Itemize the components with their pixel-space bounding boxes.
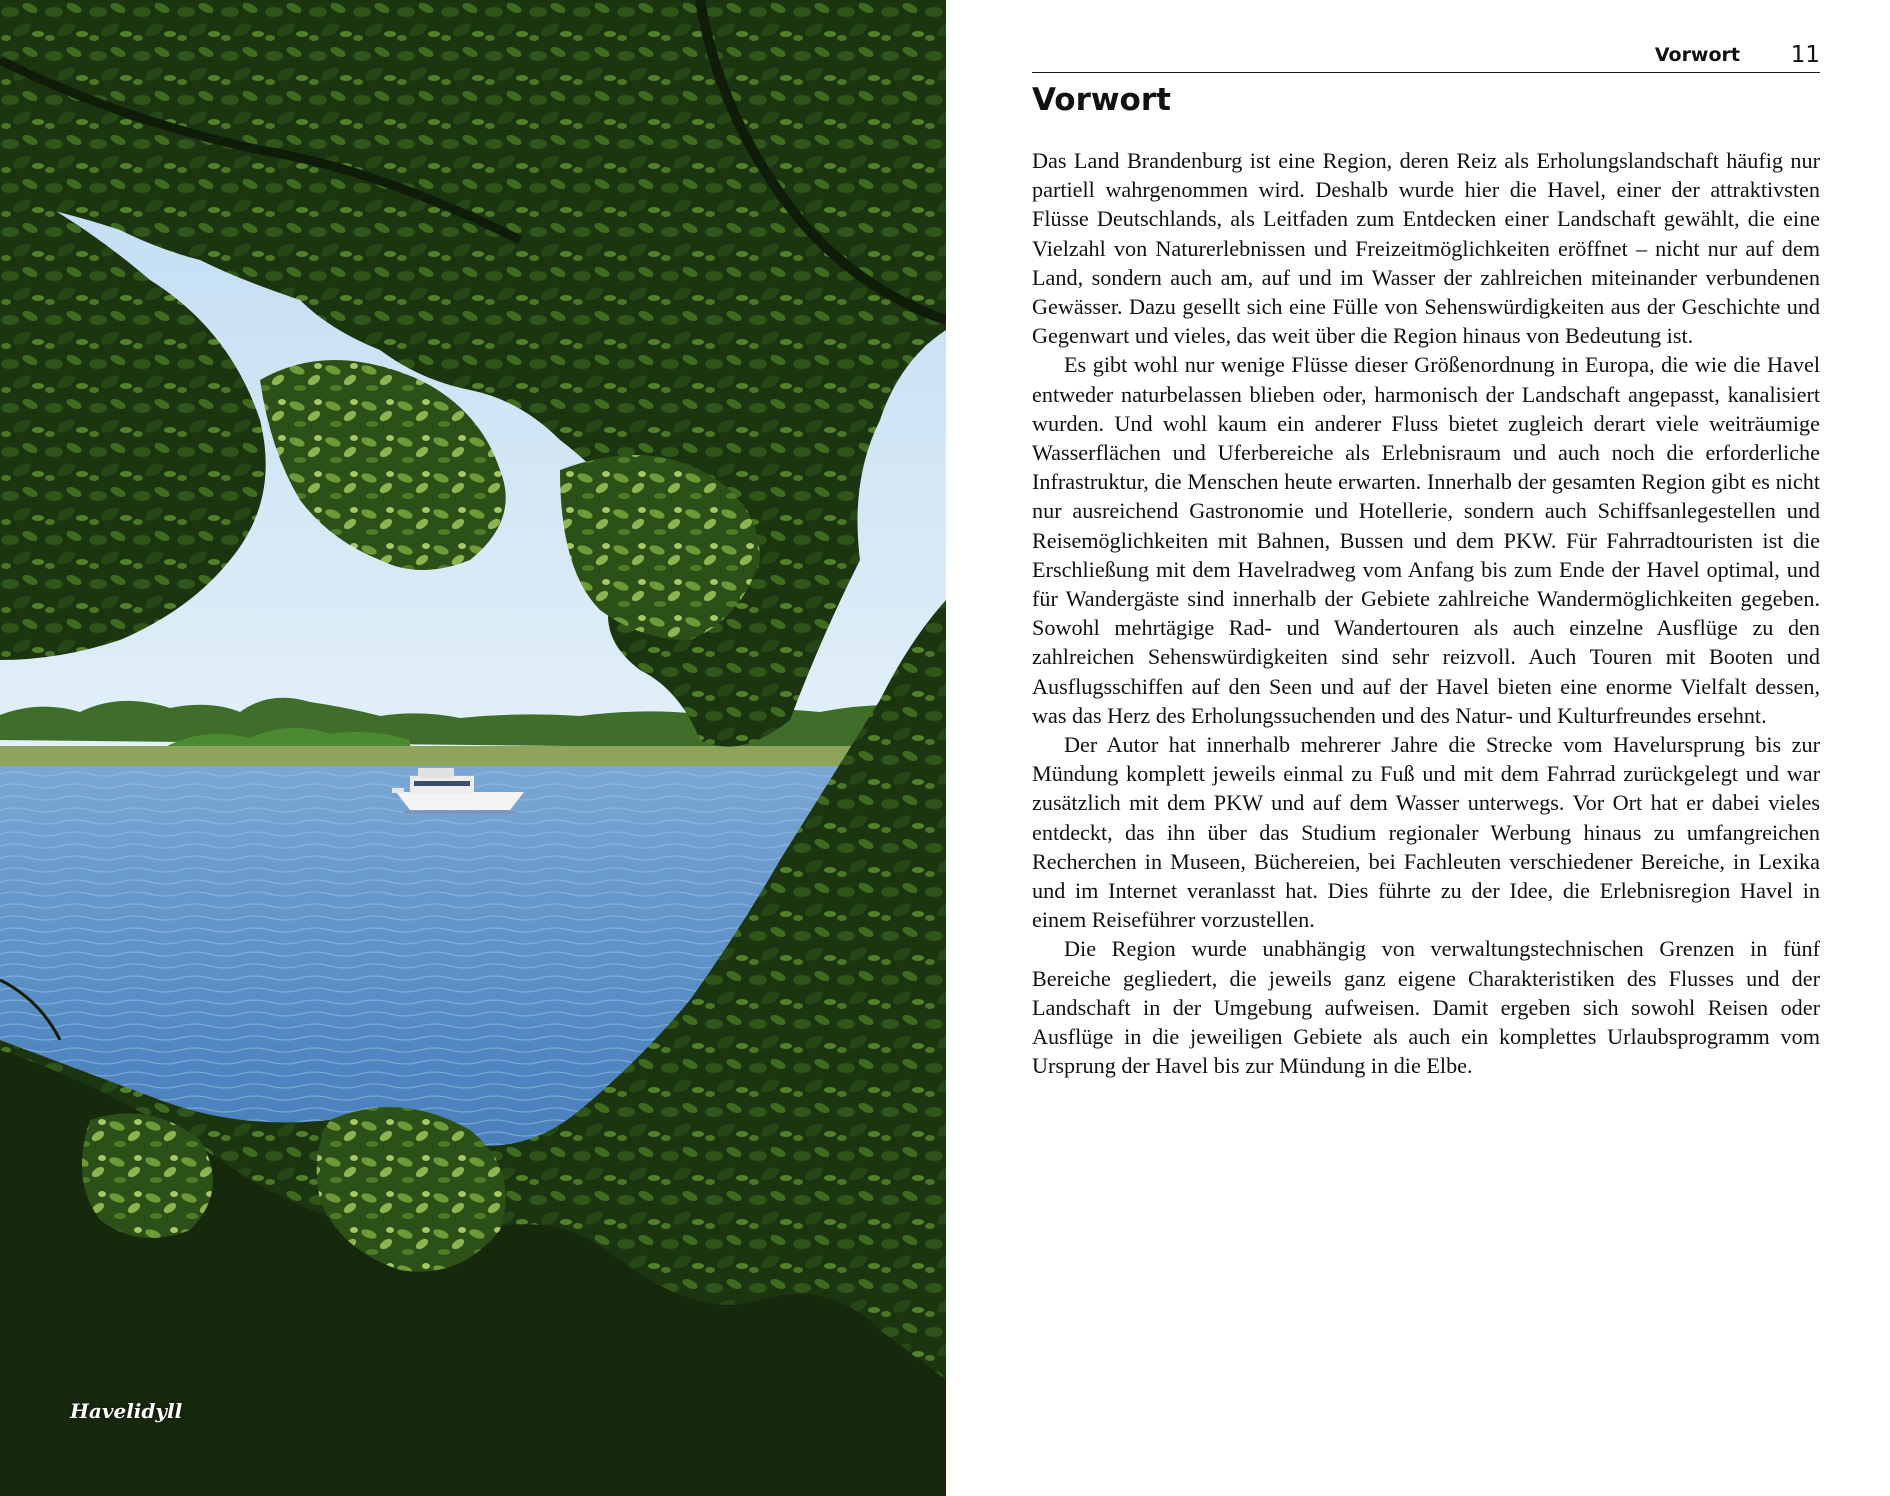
photo-caption: Havelidyll — [70, 1399, 183, 1423]
paragraph: Die Region wurde unabhängig von verwaltungstechnischen Grenzen in fünf Bereiche gegliedert, die jeweils ganz eigene Charakteristiken des Flusses und der Landschaft in der Umgebung aufweisen. Damit ergeben sich sowohl Reisen oder Ausflüge in die jeweiligen Gebiete als auch ein komplettes Urlaubsprogramm vom Ursprung der Havel bis zur Mündung in die Elbe. — [1032, 936, 1820, 1079]
page-number: 11 — [1790, 42, 1820, 68]
paragraph: Das Land Brandenburg ist eine Region, deren Reiz als Erholungslandschaft häufig nur partiell wahrgenommen wird. Deshalb wurde hier die Havel, einer der attraktivsten Flüsse Deutschlands, als Leitfaden zum Entdecken einer Landschaft gewählt, die eine Vielzahl von Naturerlebnissen und Freizeitmöglichkeiten eröffnet – nicht nur auf dem Land, sondern auch am, auf und im Wasser der zahlreichen miteinander verbundenen Gewässer. Dazu gesellt sich eine Fülle von Sehenswürdigkeiten aus der Geschichte und Gegenwart und vieles, das weit über die Region hinaus von Bedeutung ist. — [1032, 148, 1820, 349]
running-head-title: Vorwort — [1654, 44, 1740, 66]
body-text — [1032, 146, 1820, 1081]
running-head — [1032, 44, 1820, 73]
text-page — [946, 0, 1890, 1496]
paragraph: Es gibt wohl nur wenige Flüsse dieser Größenordnung in Europa, die wie die Havel entweder naturbelassen blieben oder, harmonisch der Landschaft angepasst, kanalisiert wurden. Und wohl kaum ein anderer Fluss bietet zugleich derart viele weiträumige Wasserflächen und Uferbereiche als Erlebnisraum und auch noch die erforderliche Infrastruktur, die Menschen heute erwarten. Innerhalb der gesamten Region gibt es nicht nur ausreichend Gastronomie und Hotellerie, sondern auch Schiffsanlegestellen und Reisemöglichkeiten mit Bahnen, Bussen und dem PKW. Für Fahrradtouristen ist die Erschließung mit dem Havelradweg vom Anfang bis zum Ende der Havel optimal, und für Wandergäste sind innerhalb der Gebiete zahlreiche Wandermöglichkeiten gegeben. Sowohl mehrtägige Rad- und Wandertouren als auch einzelne Ausflüge zu den zahlreichen Sehenswürdigkeiten sind sehr reizvoll. Auch Touren mit Booten und Ausflugsschiffen auf den Seen und auf der Havel bieten eine enorme Vielfalt dessen, was das Herz des Erholungssuchenden und des Natur- und Kulturfreundes ersehnt. — [1032, 352, 1820, 728]
paragraph: Der Autor hat innerhalb mehrerer Jahre die Strecke vom Havelursprung bis zur Mündung komplett jeweils einmal zu Fuß und mit dem Fahrrad zurückgelegt und war zusätzlich mit dem PKW und auf dem Wasser unterwegs. Vor Ort hat er dabei vieles entdeckt, das ihn über das Studium regionaler Werbung hinaus zu umfangreichen Recherchen in Museen, Büchereien, bei Fachleuten verschiedener Bereiche, in Lexika und im Internet veranlasst hat. Dies führte zu der Idee, die Erlebnisregion Havel in einem Reiseführer vorzustellen. — [1032, 732, 1820, 933]
chapter-title: Vorwort — [1032, 82, 1171, 118]
